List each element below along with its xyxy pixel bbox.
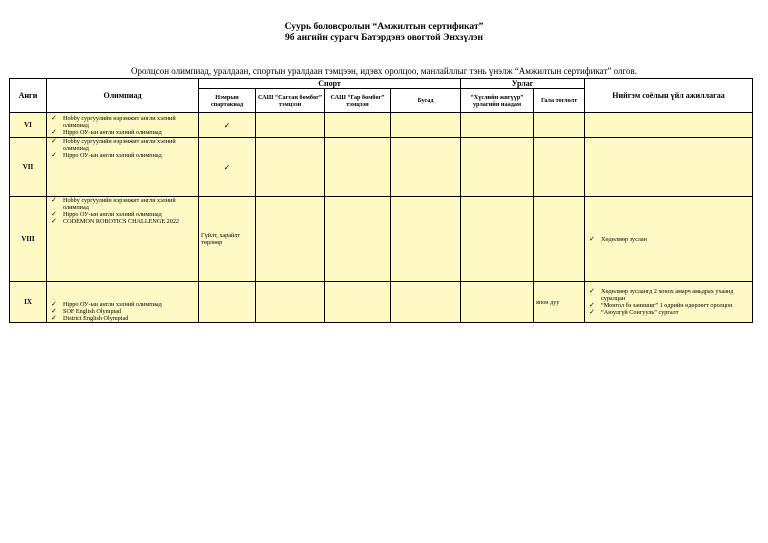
sport-spartakiad-cell: ✓ bbox=[199, 138, 256, 197]
header-grade: Анги bbox=[10, 79, 47, 113]
olympiad-item: ✓ Hobby сургуулийн нэрэмжит англи хэлний олимпиад bbox=[63, 138, 196, 152]
grade-cell: VII bbox=[10, 138, 47, 197]
sport-spartakiad-cell: Гүйлт, харайлт төрлөөр bbox=[199, 197, 256, 282]
header-sport-basketball: САШ “Сагсан бөмбөг” тэмцээн bbox=[256, 89, 325, 113]
header-social: Нийгэм соёлын үйл ажиллагаа bbox=[585, 79, 753, 113]
sport-spartakiad-cell bbox=[199, 282, 256, 323]
header-sport-spartakiad: Нэмрын спартакиад bbox=[199, 89, 256, 113]
header-art-gala: Гала тоглолт bbox=[534, 89, 585, 113]
social-item: ✓ “Аюулгүй Сонгууль” сургалт bbox=[601, 309, 750, 316]
olympiad-item: ✓ Hobby сургуулийн нэрэмжит англи хэлний олимпиад bbox=[63, 197, 196, 211]
grade-cell: VIII bbox=[10, 197, 47, 282]
table-row bbox=[10, 282, 753, 323]
social-item: ✓ Хөдөлмөр зуслангд 2 хонох амарч амьдрах ухаанд суралцан bbox=[601, 288, 750, 302]
header-sport-volleyball: САШ “Гар бөмбөг” тэмцээн bbox=[325, 89, 391, 113]
olympiad-cell bbox=[47, 138, 199, 197]
social-item: ✓ Хөдөлмөр зуслан bbox=[601, 236, 750, 243]
social-cell bbox=[585, 138, 753, 197]
olympiad-item: ✓ CODEMON ROBOTICS CHALLENGE 2022 bbox=[63, 218, 196, 225]
gala-cell: япон дуу bbox=[534, 282, 585, 323]
certificate-title: Суурь боловсролын “Амжилтын сертификат” bbox=[284, 22, 484, 32]
olympiad-item: ✓ Hippo ОУ-ын англи хэлний олимпиад bbox=[63, 152, 196, 159]
olympiad-item: ✓ Hippo ОУ-ын англи хэлний олимпиад bbox=[63, 129, 196, 136]
grade-cell: VI bbox=[10, 113, 47, 138]
olympiad-item: ✓ Hippo ОУ-ын англи хэлний олимпиад bbox=[63, 301, 196, 308]
olympiad-item: ✓ Hobby сургуулийн нэрэмжит англи хэлний олимпиад bbox=[63, 115, 196, 129]
olympiad-cell bbox=[47, 113, 199, 138]
header-sport-other: Бусад bbox=[391, 89, 461, 113]
header-olympiad: Олимпиад bbox=[47, 79, 199, 113]
header-art-festival: “Хүслийн жигүүр” урлагийн наадам bbox=[461, 89, 534, 113]
achievement-table bbox=[9, 78, 753, 323]
header-art: Урлаг bbox=[461, 79, 585, 89]
intro-text: Оролцсон олимпиад, уралдаан, спортын уралдаан тэмцээн, идэвх оролцоо, манлайллыг тэнь үнэлж “Амжилтын сертификат” олгов. bbox=[131, 66, 637, 76]
header-sport: Спорт bbox=[199, 79, 461, 89]
table-row bbox=[10, 113, 753, 138]
student-name-line: 9б ангийн сурагч Батэрдэнэ овогтой Энхзүлэн bbox=[285, 33, 483, 43]
table-row bbox=[10, 197, 753, 282]
social-cell bbox=[585, 282, 753, 323]
social-cell bbox=[585, 113, 753, 138]
social-cell bbox=[585, 197, 753, 282]
social-item: ✓ “Монгол бэ занишиг” 1 өдрийн өдөрлөгт оролцон bbox=[601, 302, 750, 309]
grade-cell: IX bbox=[10, 282, 47, 323]
olympiad-cell bbox=[47, 282, 199, 323]
olympiad-item: ✓ District English Olympiad bbox=[63, 315, 196, 322]
sport-spartakiad-cell: ✓ bbox=[199, 113, 256, 138]
olympiad-item: ✓ SOF English Olympiad bbox=[63, 308, 196, 315]
olympiad-cell bbox=[47, 197, 199, 282]
table-row bbox=[10, 138, 753, 197]
olympiad-item: ✓ Hippo ОУ-ын англи хэлний олимпиад bbox=[63, 211, 196, 218]
